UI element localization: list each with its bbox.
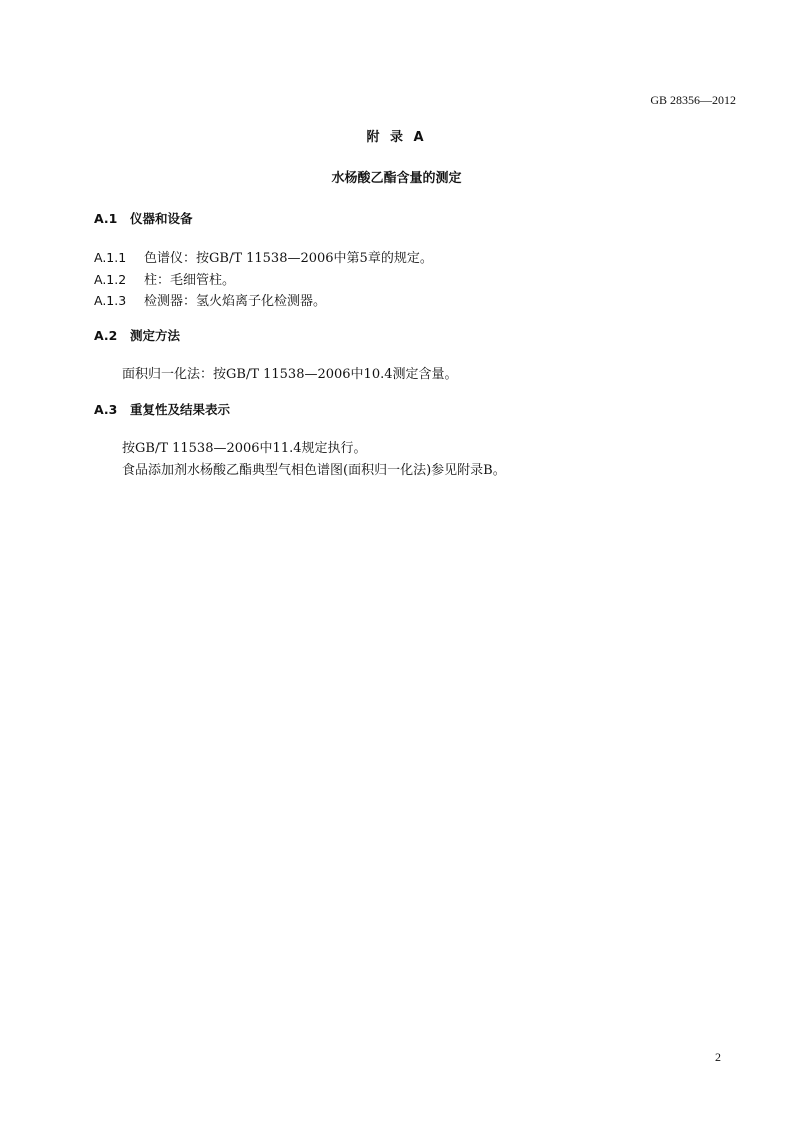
section-heading-a2 xyxy=(94,326,180,344)
section-title: 测定方法 xyxy=(130,328,181,343)
item-text: 柱：毛细管柱。 xyxy=(144,273,236,288)
paragraph: 食品添加剂水杨酸乙酯典型气相色谱图(面积归一化法)参见附录B。 xyxy=(122,463,506,478)
list-item xyxy=(94,269,235,288)
item-number: A.1.1 xyxy=(94,250,127,265)
item-text: 色谱仪：按GB/T 11538—2006中第5章的规定。 xyxy=(144,251,433,266)
section-heading-a1 xyxy=(94,209,193,227)
appendix-title: 附 录 A xyxy=(366,130,427,145)
list-item xyxy=(94,247,433,266)
item-number: A.1.3 xyxy=(94,293,127,308)
standard-number: GB 28356—2012 xyxy=(650,93,736,107)
section-title: 仪器和设备 xyxy=(130,211,193,226)
paragraph: 按GB/T 11538—2006中11.4规定执行。 xyxy=(122,441,367,456)
paragraph: 面积归一化法：按GB/T 11538—2006中10.4测定含量。 xyxy=(122,367,458,382)
item-number: A.1.2 xyxy=(94,272,127,287)
section-number: A.1 xyxy=(94,211,118,226)
section-heading-a3 xyxy=(94,400,230,418)
section-title: 重复性及结果表示 xyxy=(130,402,231,417)
list-item xyxy=(94,290,326,309)
item-text: 检测器：氢火焰离子化检测器。 xyxy=(144,294,327,309)
section-number: A.3 xyxy=(94,402,118,417)
document-title: 水杨酸乙酯含量的测定 xyxy=(331,171,462,186)
page-number: 2 xyxy=(715,1050,721,1064)
section-number: A.2 xyxy=(94,328,118,343)
